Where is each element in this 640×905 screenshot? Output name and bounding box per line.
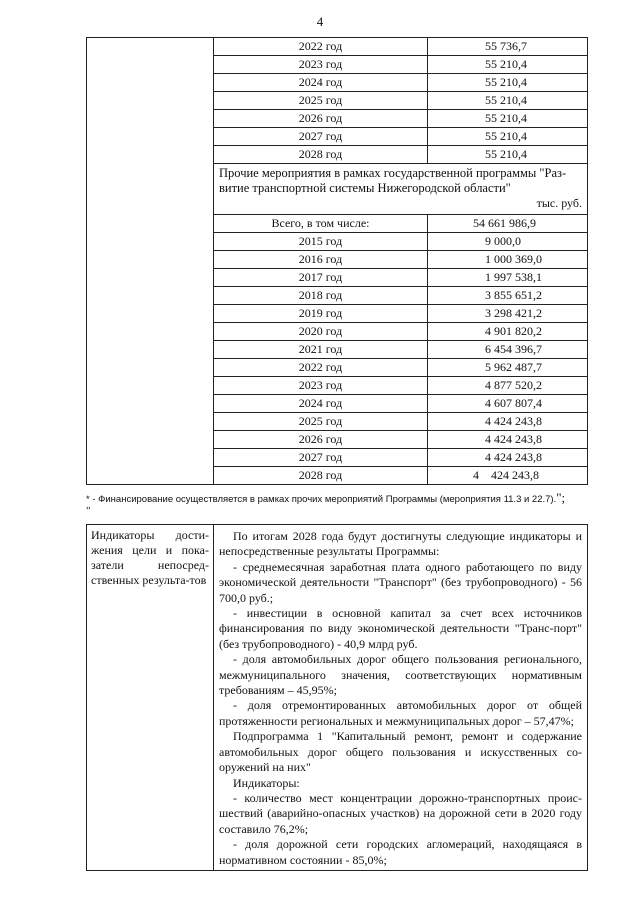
year-cell: 2028 год [214, 146, 428, 164]
year-cell: 2018 год [214, 287, 428, 305]
value-cell: 4 424 243,8 [428, 467, 588, 485]
indicators-text [214, 525, 588, 871]
year-cell: 2027 год [214, 449, 428, 467]
year-cell: 2020 год [214, 323, 428, 341]
indicator-paragraph: - инвестиции в основной капитал за счет всех источников финансирования по виду экономической деятельности "Транс-порт" (без трубопроводного) - 40,9 млрд руб. [219, 606, 582, 651]
value-cell: 55 210,4 [428, 128, 588, 146]
section-unit: тыс. руб. [536, 196, 582, 210]
value-cell: 1 997 538,1 [428, 269, 588, 287]
year-cell: 2015 год [214, 233, 428, 251]
total-value: 54 661 986,9 [428, 215, 588, 233]
indicator-paragraph: - доля дорожной сети городских агломераций, находящаяся в нормативном состоянии - 85,0%; [219, 837, 582, 867]
value-cell: 4 607 807,4 [428, 395, 588, 413]
value-cell: 3 298 421,2 [428, 305, 588, 323]
year-cell: 2026 год [214, 431, 428, 449]
value-cell: 9 000,0 [428, 233, 588, 251]
indicator-paragraph: - доля отремонтированных автомобильных дорог от общей протяженности региональных и межмуниципальных дорог – 57,47%; [219, 698, 582, 728]
indicator-paragraph: - доля автомобильных дорог общего пользования регионального, межмуниципального значения, соответствующих нормативным требованиям – 45,95%; [219, 652, 582, 698]
year-cell: 2026 год [214, 110, 428, 128]
indicator-paragraph: По итогам 2028 года будут достигнуты следующие индикаторы и непосредственные результаты Программы: [219, 529, 582, 559]
value-cell: 6 454 396,7 [428, 341, 588, 359]
value-cell: 55 210,4 [428, 74, 588, 92]
value-cell: 4 424 243,8 [428, 431, 588, 449]
year-cell: 2017 год [214, 269, 428, 287]
value-cell: 55 210,4 [428, 146, 588, 164]
value-cell: 5 962 487,7 [428, 359, 588, 377]
year-cell: 2023 год [214, 56, 428, 74]
value-cell: 4 901 820,2 [428, 323, 588, 341]
indicator-paragraph: Подпрограмма 1 "Капитальный ремонт, ремонт и содержание автомобильных дорог общего пользования и искусственных со-оружений на них" [219, 729, 582, 775]
value-cell: 4 424 243,8 [428, 413, 588, 431]
year-cell: 2025 год [214, 92, 428, 110]
value-cell: 1 000 369,0 [428, 251, 588, 269]
year-cell: 2024 год [214, 395, 428, 413]
year-cell: 2027 год [214, 128, 428, 146]
section-title: Прочие мероприятия в рамках государственной программы "Раз-витие транспортной системы Нижегородской области" [219, 166, 567, 195]
year-cell: 2019 год [214, 305, 428, 323]
year-cell: 2016 год [214, 251, 428, 269]
footnote-text: * - Финансирование осуществляется в рамках прочих мероприятий Программы (мероприятия 11.3 и 22.7). [86, 494, 557, 505]
indicator-paragraph: Индикаторы: [233, 775, 300, 790]
value-cell: 55 210,4 [428, 56, 588, 74]
year-cell: 2028 год [214, 467, 428, 485]
year-cell: 2021 год [214, 341, 428, 359]
indicators-table [86, 524, 588, 871]
footnote-quote: " [86, 505, 91, 517]
value-cell: 55 210,4 [428, 110, 588, 128]
section-header [214, 164, 588, 215]
value-cell: 55 210,4 [428, 92, 588, 110]
funding-table [86, 37, 588, 485]
table-row [87, 38, 588, 56]
total-label: Всего, в том числе: [214, 215, 428, 233]
year-cell: 2023 год [214, 377, 428, 395]
value-cell: 3 855 651,2 [428, 287, 588, 305]
value-cell: 4 424 243,8 [428, 449, 588, 467]
footnote [86, 492, 606, 506]
empty-label-cell [87, 38, 214, 485]
indicator-paragraph: - количество мест концентрации дорожно-транспортных проис-шествий (аварийно-опасных участков) на дорожной сети в 2020 году составило 76,2%; [219, 790, 582, 836]
value-cell: 55 736,7 [428, 38, 588, 56]
footnote-closing: "; [556, 490, 566, 505]
year-cell: 2024 год [214, 74, 428, 92]
indicator-paragraph: - среднемесячная заработная плата одного работающего по виду экономической деятельности "Транспорт" (без трубопроводного) - 56 700,0 руб.; [219, 559, 582, 605]
indicators-label: Индикаторы дости-жения цели и пока-затели непосред-ственных результа-тов [87, 525, 214, 871]
year-cell: 2022 год [214, 38, 428, 56]
page-number: 4 [316, 14, 324, 29]
year-cell: 2022 год [214, 359, 428, 377]
value-cell: 4 877 520,2 [428, 377, 588, 395]
year-cell: 2025 год [214, 413, 428, 431]
